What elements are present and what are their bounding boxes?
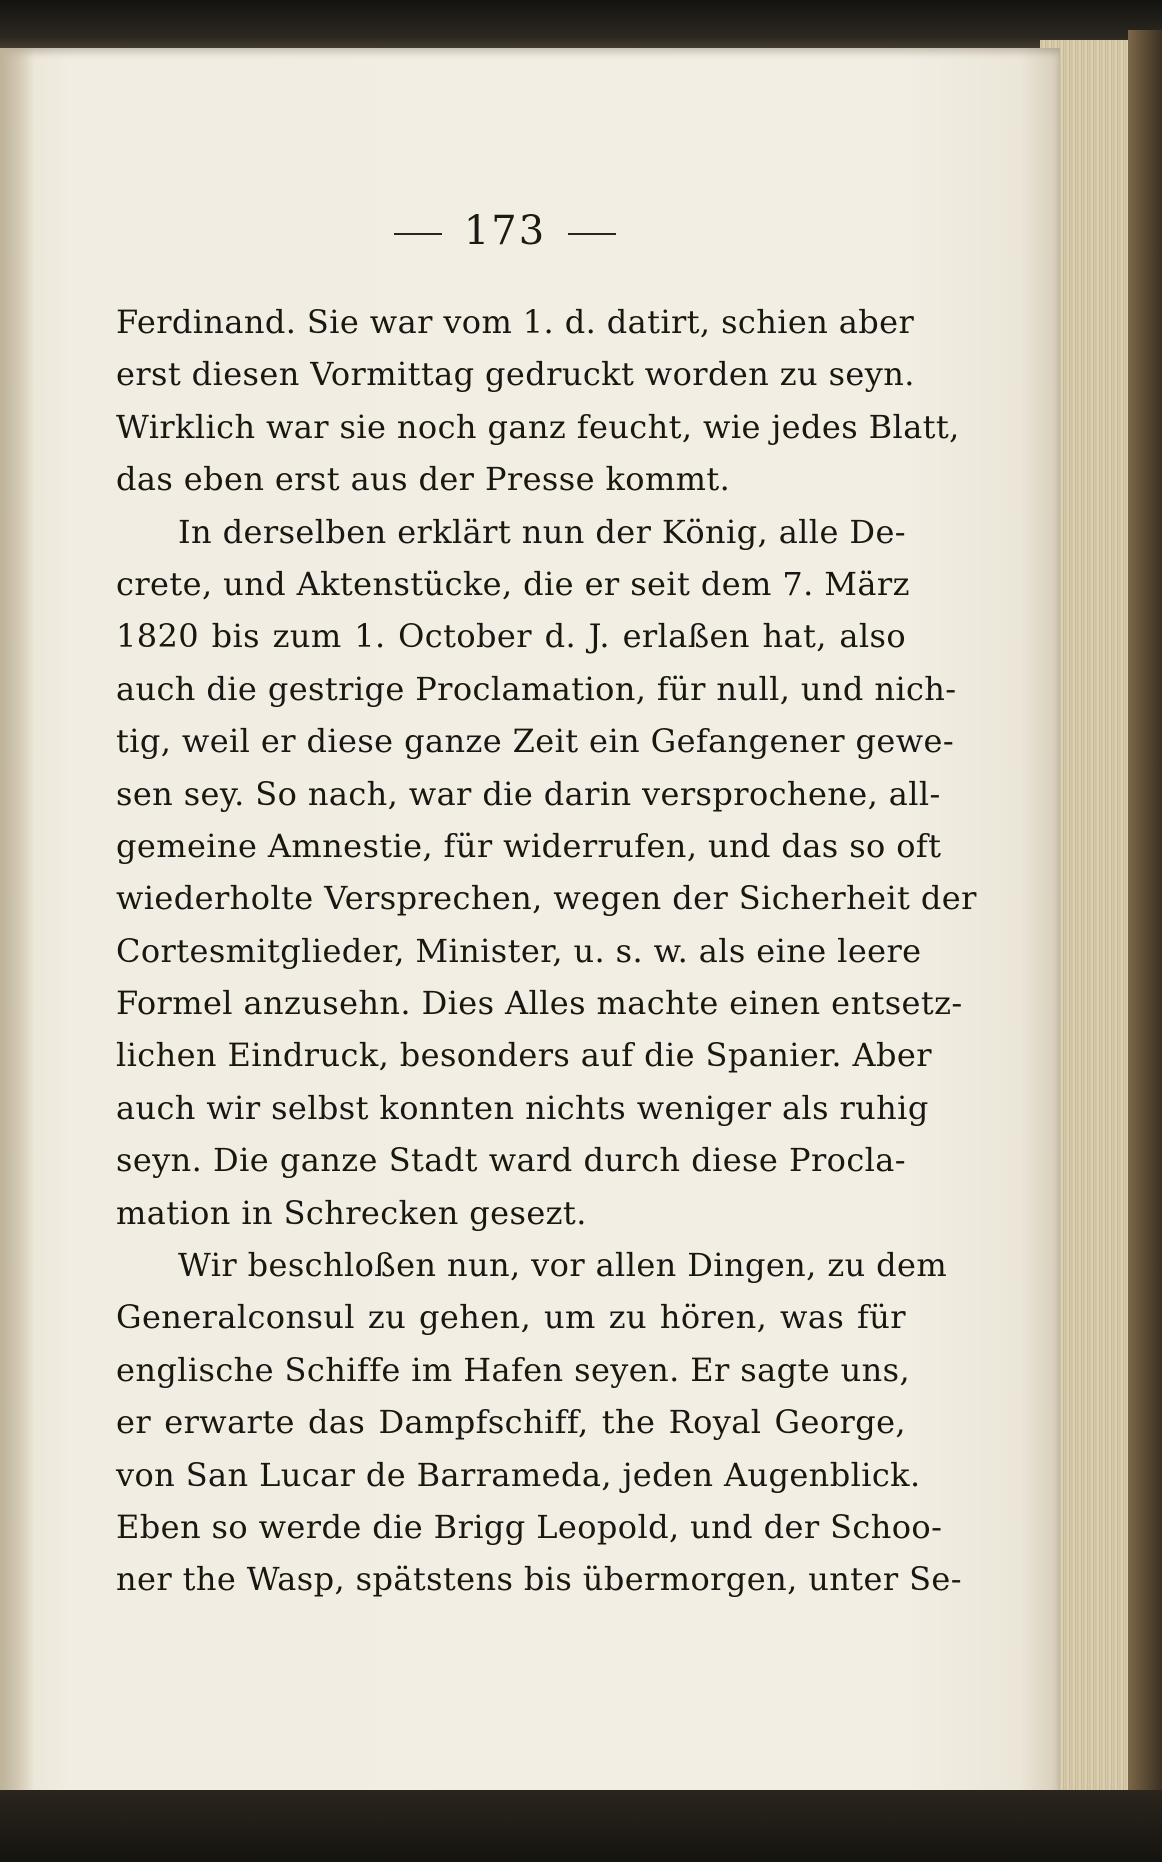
text-line: Eben so werde die Brigg Leopold, und der Schoo- [116, 1507, 943, 1546]
text-line: er erwarte das Dampfschiff, the Royal George, [116, 1403, 906, 1442]
book-board-right [1128, 30, 1162, 1810]
text-line: seyn. Die ganze Stadt ward durch diese Procla- [116, 1141, 906, 1180]
text-line: von San Lucar de Barrameda, jeden Augenblick. [116, 1455, 921, 1494]
text-line: Formel anzusehn. Dies Alles machte einen entsetz- [116, 984, 963, 1023]
text-line: crete, und Aktenstücke, die er seit dem 7. März [116, 564, 910, 603]
text-line: Wirklich war sie noch ganz feucht, wie jedes Blatt, [116, 407, 960, 446]
paragraph-start-line: In derselben erklärt nun der König, alle De- [178, 512, 906, 551]
text-line: ner the Wasp, spätstens bis übermorgen, unter Se- [116, 1560, 962, 1599]
text-line: erst diesen Vormittag gedruckt worden zu seyn. [116, 355, 915, 394]
text-line: 1820 bis zum 1. October d. J. erlaßen hat, also [116, 617, 906, 656]
text-line: Cortesmitglieder, Minister, u. s. w. als eine leere [116, 931, 922, 970]
text-line: englische Schiffe im Hafen seyen. Er sagte uns, [116, 1350, 911, 1389]
text-line: Generalconsul zu gehen, um zu hören, was für [116, 1298, 906, 1337]
book-cover-top [0, 0, 1162, 52]
page-gutter [0, 48, 34, 1800]
text-line: wiederholte Versprechen, wegen der Sicherheit der [116, 879, 977, 918]
page-header [0, 208, 1010, 254]
page-number: 173 [463, 208, 547, 254]
book-cover-bottom [0, 1790, 1162, 1862]
text-line: auch die gestrige Proclamation, für null, und nich- [116, 669, 957, 708]
paragraph-start-line: Wir beschloßen nun, vor allen Dingen, zu dem [178, 1246, 948, 1285]
body-text [116, 296, 977, 1606]
text-line: das eben erst aus der Presse kommt. [116, 460, 731, 499]
text-line: lichen Eindruck, besonders auf die Spanier. Aber [116, 1036, 932, 1075]
text-line: tig, weil er diese ganze Zeit ein Gefangener gewe- [116, 722, 955, 761]
header-dash-left [394, 233, 442, 235]
text-line: sen sey. So nach, war die darin versprochene, all- [116, 774, 941, 813]
text-line: auch wir selbst konnten nichts weniger als ruhig [116, 1088, 929, 1127]
text-line: gemeine Amnestie, für widerrufen, und das so oft [116, 826, 942, 865]
text-line: Ferdinand. Sie war vom 1. d. datirt, schien aber [116, 303, 915, 341]
header-dash-right [568, 233, 616, 235]
text-line: mation in Schrecken gesezt. [116, 1193, 587, 1232]
